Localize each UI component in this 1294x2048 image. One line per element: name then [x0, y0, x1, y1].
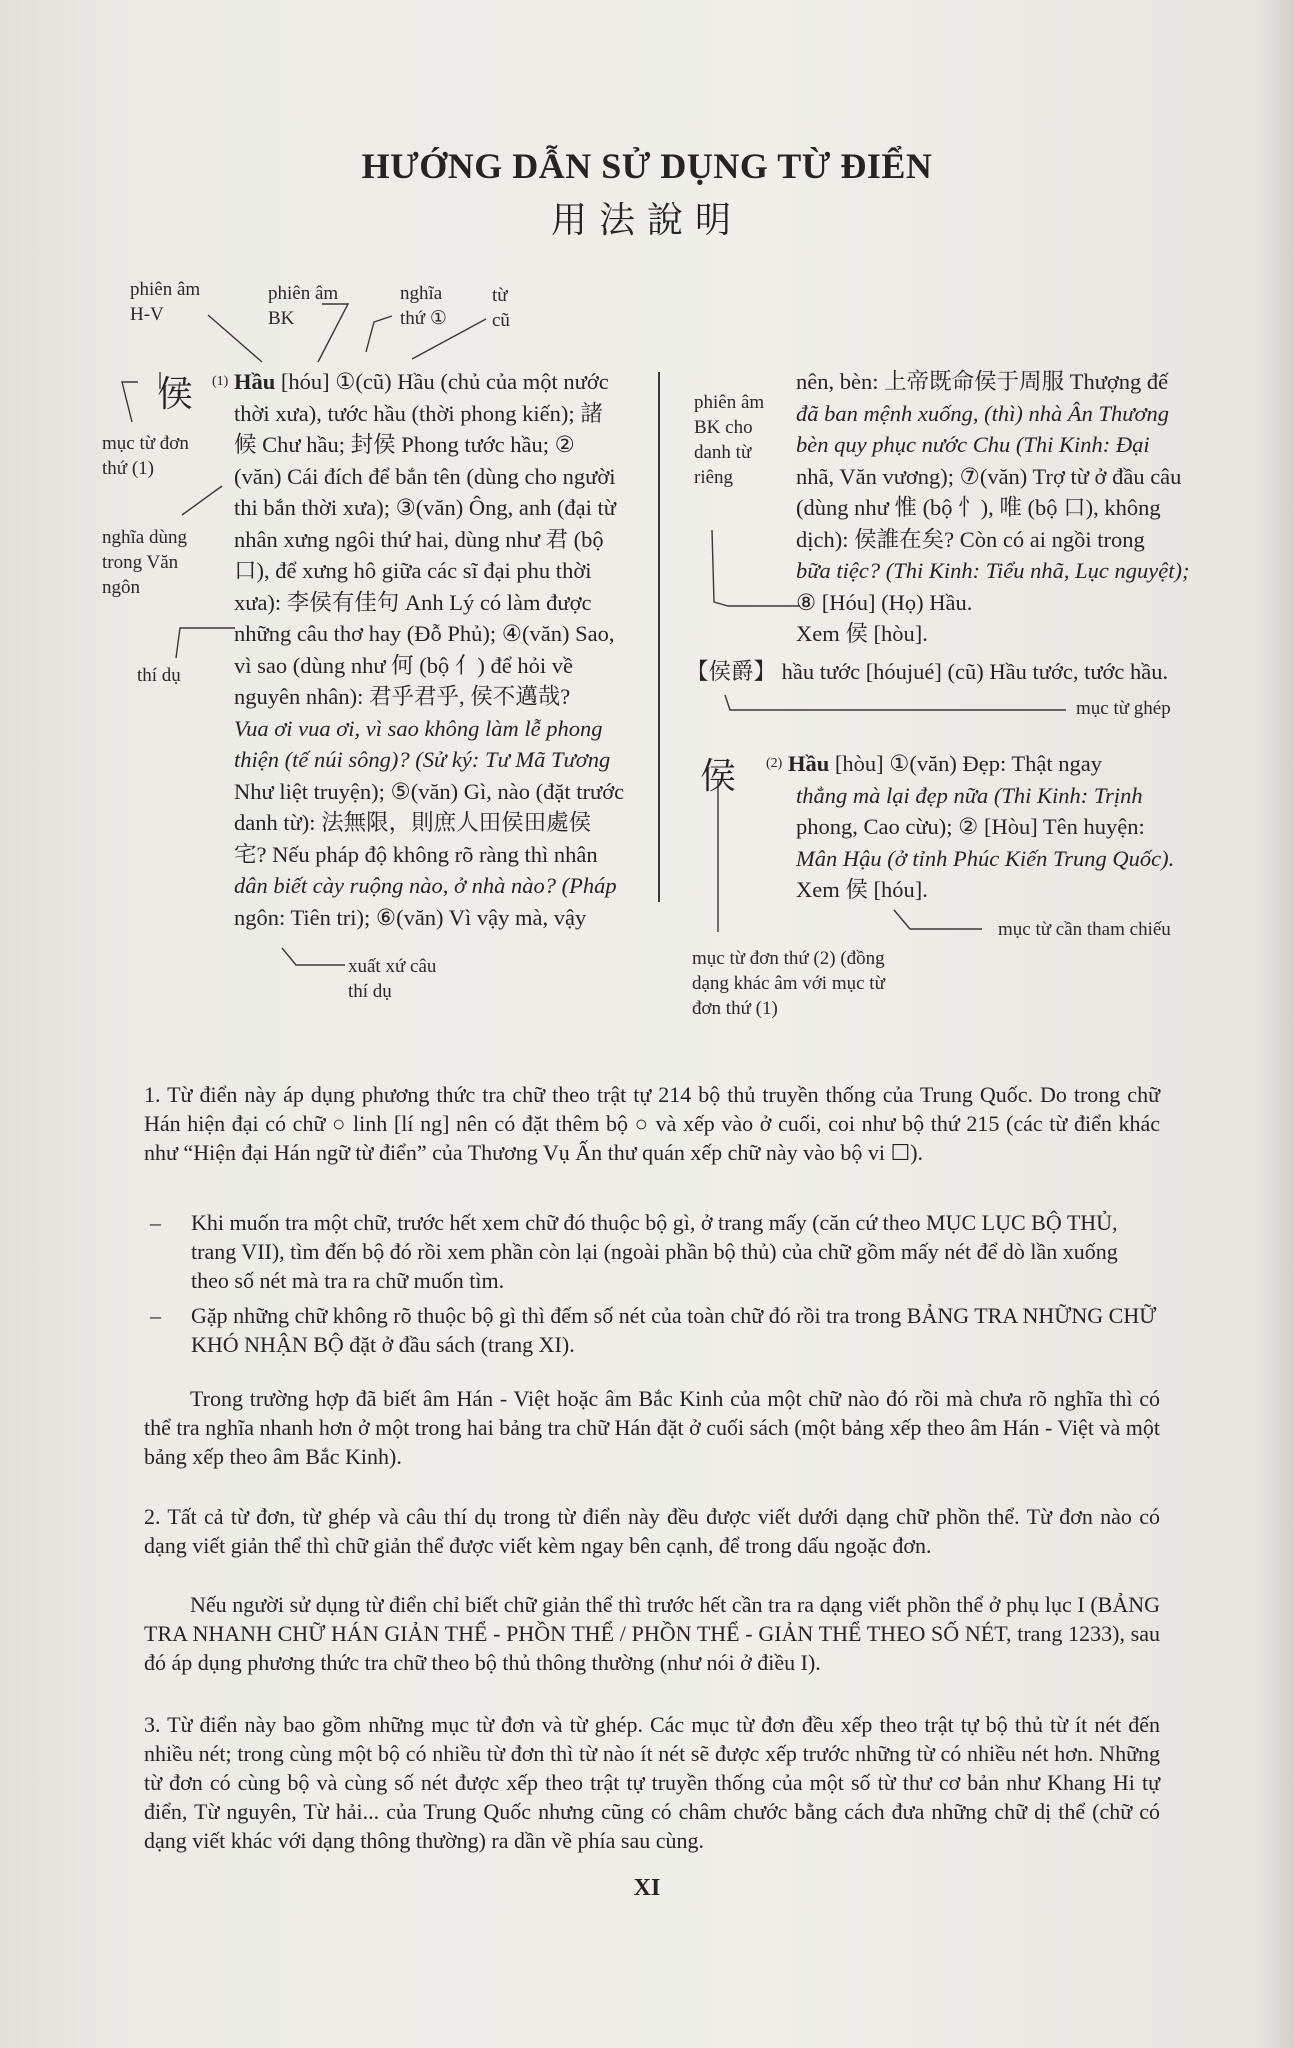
- page-title: HƯỚNG DẪN SỬ DỤNG TỪ ĐIỂN: [361, 146, 933, 186]
- entry-1-line: Như liệt truyện); ⑤(văn) Gì, nào (đặt trước: [234, 778, 625, 804]
- entry-2-line: Mân Hậu (ở tỉnh Phúc Kiến Trung Quốc).: [796, 845, 1175, 871]
- entry-2-headword-char: 侯: [700, 756, 737, 797]
- entry-1-line: nhân xưng ngôi thứ hai, dùng như 君 (bộ: [234, 526, 604, 552]
- entry-1-continued: [796, 366, 1196, 650]
- label-nghia-van-ngon: nghĩa dùng trong Văn ngôn: [102, 527, 187, 598]
- entry-1-line: Vua ơi vua ơi, vì sao không làm lễ phong: [234, 715, 603, 741]
- entry-2-text: [766, 748, 1196, 906]
- label-tu-cu: từ cũ: [492, 285, 510, 331]
- entry-1-line: xưa): 李侯有佳句 Anh Lý có làm được: [234, 589, 592, 615]
- entry-1-headword: Hầu: [233, 369, 276, 394]
- label-thi-du: thí dụ: [137, 665, 181, 686]
- entry-1-cont-line: (dùng như 惟 (bộ 忄), 唯 (bộ 口), không: [796, 495, 1161, 520]
- entry-1-cont-line: bèn quy phục nước Chu (Thi Kinh: Đại: [796, 432, 1150, 457]
- entry-1-text: [212, 366, 636, 933]
- entry-1-line: dân biết cày ruộng nào, ở nhà nào? (Pháp: [234, 873, 617, 898]
- entry-1-cont-line: nên, bèn: 上帝既命侯于周服 Thượng đế: [796, 369, 1169, 394]
- entry-2-line: [hòu] ①(văn) Đẹp: Thật ngay: [834, 751, 1103, 776]
- entry-1-headword-char: 侯: [157, 374, 194, 415]
- label-muc-tu-tham-chieu: mục từ cần tham chiếu: [998, 919, 1171, 940]
- label-phien-am-bk-rieng: phiên âm BK cho danh từ riêng: [694, 392, 765, 488]
- entry-1-line: 宅? Nếu pháp độ không rõ ràng thì nhân: [234, 841, 598, 867]
- label-phien-am-hv: phiên âm H-V: [130, 279, 201, 325]
- label-phien-am-bk: phiên âm BK: [268, 283, 339, 329]
- page-number: XI: [633, 1875, 661, 1901]
- page-subtitle-chinese: 用法說明: [550, 200, 743, 241]
- entry-1-cont-line: Xem 侯 [hòu].: [796, 621, 928, 646]
- entry-1-line: 候 Chư hầu; 封侯 Phong tước hầu; ②: [234, 432, 575, 457]
- entry-2-line: Xem 侯 [hóu].: [796, 877, 928, 902]
- section-1-note-paragraph: Trong trường hợp đã biết âm Hán - Việt hoặc âm Bắc Kinh của một chữ nào đó rồi mà chưa rõ nghĩa thì có thể tra nghĩa nhanh hơn ở một trong hai bảng tra chữ Hán đặt ở cuối sách (một bảng xếp theo âm Hán - Việt và một bảng xếp theo âm Bắc Kinh).: [144, 1386, 1160, 1469]
- entry-1-index: (1): [212, 374, 229, 389]
- entry-1-line: (văn) Cái đích để bắn tên (dùng cho người: [234, 463, 616, 489]
- bullet-item: Khi muốn tra một chữ, trước hết xem chữ đó thuộc bộ gì, ở trang mấy (căn cứ theo MỤC LỤC BỘ THỦ, trang VII), tìm đến bộ đó rồi xem phần còn lại (ngoài phần bộ thủ) của chữ gồm mấy nét để dò lần xuống theo số nét mà tra ra chữ muốn tìm.: [191, 1210, 1118, 1293]
- entry-1-line: vì sao (dùng như 何 (bộ 亻) để hỏi về: [234, 652, 574, 678]
- label-xuat-xu: xuất xứ câu thí dụ: [348, 956, 437, 1002]
- label-muc-tu-don-1: mục từ đơn thứ (1): [102, 433, 189, 479]
- entry-2-line: phong, Cao cừu); ② [Hòu] Tên huyện:: [796, 814, 1145, 839]
- entry-1-line: 口), để xưng hô giữa các sĩ đại phu thời: [234, 558, 592, 583]
- section-1-paragraph: 1. Từ điển này áp dụng phương thức tra chữ theo trật tự 214 bộ thủ truyền thống của Trung Quốc. Do trong chữ Hán hiện đại có chữ ○ linh [lí ng] nên có đặt thêm bộ ○ và xếp vào ở cuối, coi như bộ thứ 215 (các từ điển khác như “Hiện đại Hán ngữ từ điển” của Thương Vụ Ấn thư quán xếp chữ này vào bộ vi ☐).: [144, 1082, 1160, 1165]
- bullet-marker: –: [150, 1303, 161, 1328]
- entry-1-line: những câu thơ hay (Đỗ Phủ); ④(văn) Sao,: [234, 621, 615, 646]
- compound-entry: 【侯爵】 hầu tước [hóujué] (cũ) Hầu tước, tước hầu.: [686, 659, 1169, 684]
- entry-1-line: [hóu] ①(cũ) Hầu (chủ của một nước: [280, 369, 609, 394]
- entry-1-line: thiện (tế núi sông)? (Sử ký: Tư Mã Tương: [234, 747, 611, 772]
- bullet-marker: –: [150, 1210, 161, 1235]
- entry-1-cont-line: ⑧ [Hóu] (Họ) Hầu.: [796, 589, 973, 615]
- entry-1-cont-line: dịch): 侯誰在矣? Còn có ai ngồi trong: [796, 526, 1145, 552]
- entry-1-line: nguyên nhân): 君乎君乎, 侯不邁哉?: [234, 684, 571, 709]
- entry-2-line: thẳng mà lại đẹp nữa (Thi Kinh: Trịnh: [796, 782, 1143, 808]
- entry-1-line: thời xưa), tước hầu (thời phong kiến); 諸: [234, 400, 603, 426]
- entry-1-cont-line: đã ban mệnh xuống, (thì) nhà Ân Thương: [796, 400, 1169, 426]
- label-muc-tu-ghep: mục từ ghép: [1076, 698, 1171, 719]
- label-nghia-thu-1: nghĩa thứ ①: [400, 283, 447, 329]
- bullet-item: Gặp những chữ không rõ thuộc bộ gì thì đếm số nét của toàn chữ đó rồi tra trong BẢNG TRA NHỮNG CHỮ KHÓ NHẬN BỘ đặt ở đầu sách (trang XI).: [191, 1303, 1157, 1357]
- label-muc-tu-don-2: mục từ đơn thứ (2) (đồng dạng khác âm với mục từ đơn thứ (1): [692, 948, 885, 1019]
- section-2-note-paragraph: Nếu người sử dụng từ điển chỉ biết chữ giản thể thì trước hết cần tra ra dạng viết phồn thể ở phụ lục I (BẢNG TRA NHANH CHỮ HÁN GIẢN THỂ - PHỒN THỂ / PHỒN THỂ - GIẢN THỂ THEO SỐ NÉT, trang 1233), sau đó áp dụng phương thức tra chữ theo bộ thủ thông thường (như nói ở điều I).: [144, 1592, 1160, 1675]
- bullet-list: [150, 1208, 1160, 1359]
- entry-2-index: (2): [766, 756, 783, 771]
- entry-2-headword: Hầu: [787, 751, 830, 776]
- entry-1-line: thi bắn thời xưa); ③(văn) Ông, anh (đại từ: [234, 495, 616, 520]
- section-3-paragraph: 3. Từ điển này bao gồm những mục từ đơn và từ ghép. Các mục từ đơn đều xếp theo trật tự bộ thủ từ ít nét đến nhiều nét; trong cùng một bộ có nhiều từ đơn thì từ nào ít nét sẽ được xếp trước những từ có nhiều nét hơn. Những từ đơn có cùng bộ và cùng số nét được xếp theo trật tự truyền thống của một số từ thư cơ bản như Khang Hi tự điển, Từ nguyên, Từ hải... của Trung Quốc nhưng cũng có châm chước bằng cách đưa những chữ dị thể (chữ có dạng viết khác với dạng thông thường) ra dần về phía sau cùng.: [144, 1712, 1160, 1853]
- column-divider: [658, 372, 660, 902]
- entry-1-cont-line: nhã, Văn vương); ⑦(văn) Trợ từ ở đầu câu: [796, 463, 1182, 489]
- entry-1-line: ngôn: Tiên tri); ⑥(văn) Vì vậy mà, vậy: [234, 904, 587, 930]
- entry-1-cont-line: bữa tiệc? (Thi Kinh: Tiểu nhã, Lục nguyệt);: [796, 558, 1190, 583]
- entry-1-line: danh từ): 法無限，則庶人田侯田處侯: [234, 810, 592, 835]
- section-2-paragraph: 2. Tất cả từ đơn, từ ghép và câu thí dụ trong từ điển này đều được viết dưới dạng chữ phồn thể. Từ đơn nào có dạng viết giản thể thì chữ giản thể được viết kèm ngay bên cạnh, để trong dấu ngoặc đơn.: [144, 1504, 1160, 1558]
